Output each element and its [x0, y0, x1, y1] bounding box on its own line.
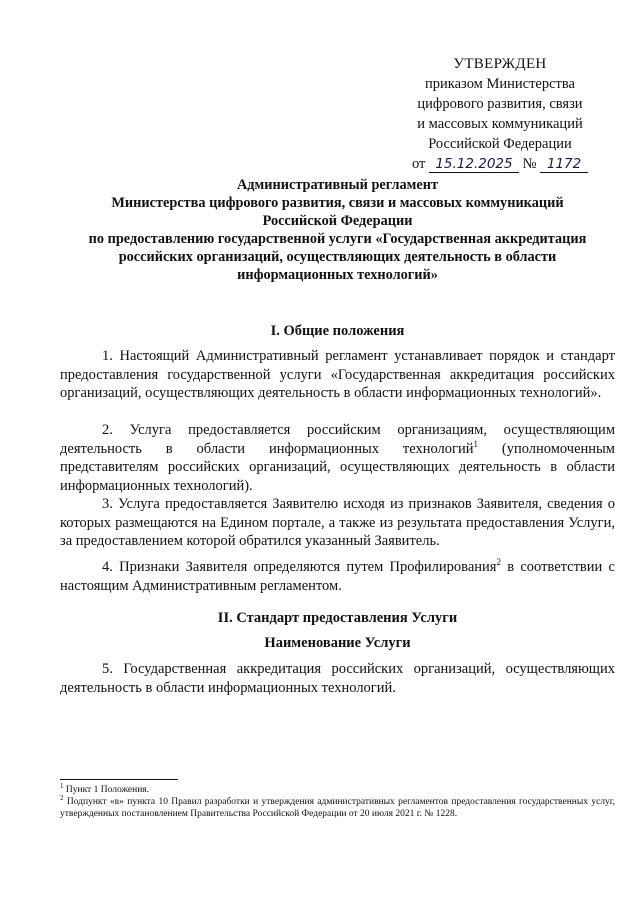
paragraph-2-text-cont: (уполномоченным представителям российских организаций, осуществляющих деятельность в области информационных технологий). — [60, 440, 615, 494]
paragraph-3: 3. Услуга предоставляется Заявителю исходя из признаков Заявителя, сведения о которых размещаются на Едином портале, а также из результата предоставления Услуги, за предоставлением которой обратился указанный Заявитель. — [60, 496, 615, 549]
approval-line: приказом Министерства — [425, 76, 575, 92]
paragraph-1: 1. Настоящий Административный регламент устанавливает порядок и стандарт предоставления государственной услуги «Государственная аккредитация российских организаций, осуществляющих деятельность в области информационных технологий». — [60, 348, 615, 401]
footnote-separator — [60, 779, 178, 780]
title-line: Российской Федерации — [262, 213, 413, 229]
handwritten-date: 15.12.2025 — [429, 156, 519, 173]
footnote-1-text: Пункт 1 Положения. — [63, 785, 150, 795]
title-line: по предоставлению государственной услуги «Государственная аккредитация — [88, 231, 587, 247]
paragraph-2 — [60, 421, 615, 495]
footnote-ref-2[interactable]: 2 — [496, 557, 501, 568]
approval-line: цифрового развития, связи — [417, 96, 583, 112]
footnote-2-text: Подпункт «в» пункта 10 Правил разработки и утверждения административных регламентов предоставления государственных услуг, утвержденных постановлением Правительства Российской Федерации от 20 июля 2021 г. № 1228. — [60, 797, 615, 819]
approval-stamp — [392, 54, 608, 174]
footnote-2 — [60, 793, 615, 820]
section-1-heading: I. Общие положения — [270, 323, 405, 339]
footnote-mark-1: 1 — [60, 781, 64, 790]
paragraph-2-text: 2. Услуга предоставляется российским организациям, осуществляющим деятельность в области информационных технологий — [60, 422, 615, 457]
section-2-subheading: Наименование Услуги — [264, 635, 411, 651]
paragraph-4-text: 4. Признаки Заявителя определяются путем Профилирования — [102, 559, 497, 575]
approval-line: Российской Федерации — [428, 136, 572, 152]
handwritten-order-number: 1172 — [540, 156, 588, 173]
title-line: информационных технологий» — [237, 267, 438, 283]
title-line: Административный регламент — [236, 177, 439, 193]
approval-date-line — [392, 154, 608, 174]
title-line: Министерства цифрового развития, связи и массовых коммуникаций — [111, 195, 564, 211]
paragraph-4 — [60, 558, 615, 595]
section-2-heading: II. Стандарт предоставления Услуги — [217, 610, 458, 626]
footnote-ref-1[interactable]: 1 — [473, 438, 478, 449]
date-prefix: от — [411, 156, 426, 172]
number-prefix: № — [522, 156, 537, 172]
paragraph-4-text-cont: в соответствии с настоящим Административным регламентом. — [60, 559, 615, 594]
title-line: российских организаций, осуществляющих деятельность в области — [118, 249, 557, 265]
approval-heading: УТВЕРЖДЕН — [453, 56, 547, 72]
footnotes — [60, 781, 615, 820]
approval-line: и массовых коммуникаций — [417, 116, 583, 132]
paragraph-5: 5. Государственная аккредитация российских организаций, осуществляющих деятельность в области информационных технологий. — [60, 661, 615, 696]
footnote-1 — [60, 781, 615, 796]
footnote-mark-2: 2 — [60, 793, 64, 802]
document-title — [60, 176, 615, 284]
